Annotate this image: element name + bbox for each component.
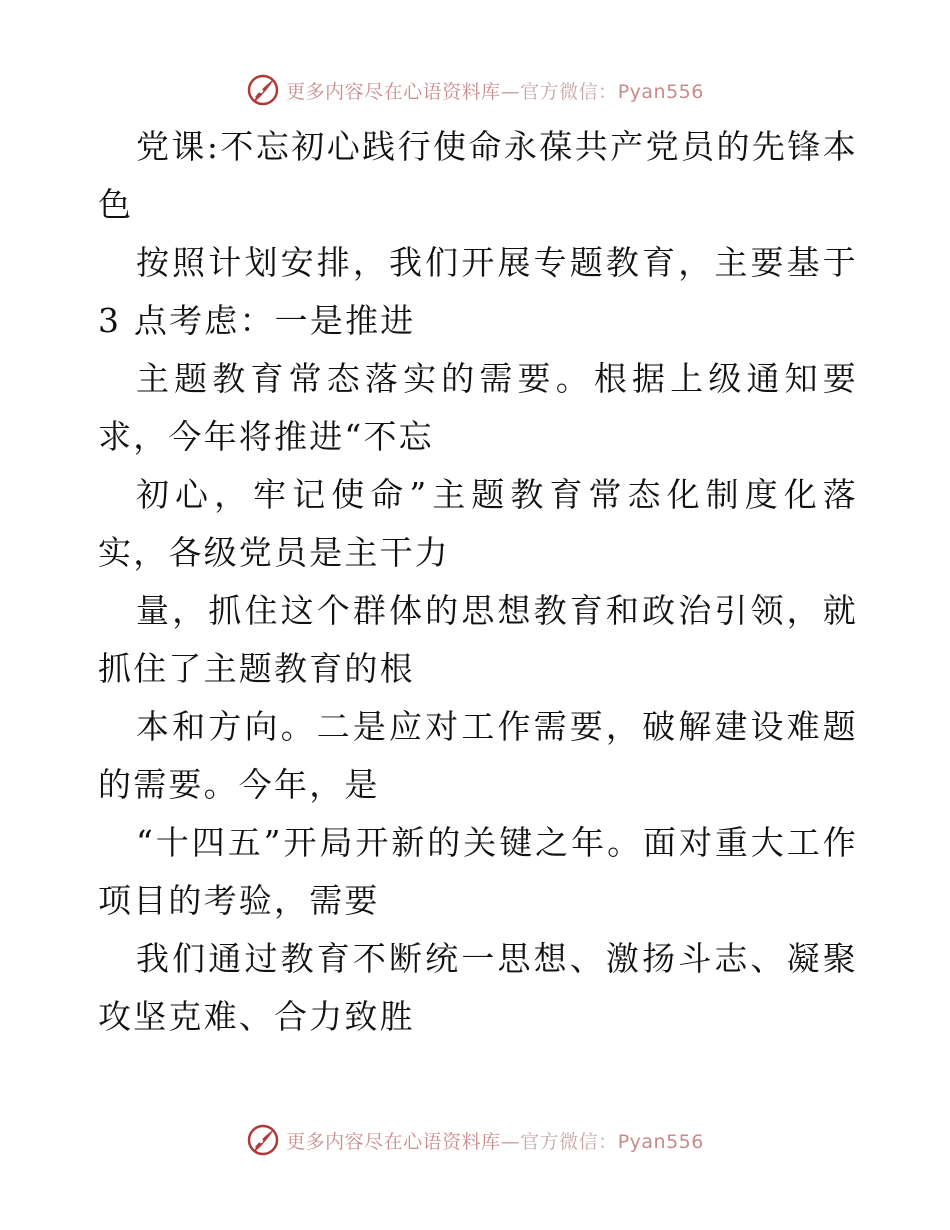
document-body xyxy=(98,118,858,1046)
watermark-separator: — xyxy=(500,80,521,103)
watermark-wechat-label: 官方微信： xyxy=(520,1130,618,1153)
paragraph: “十四五”开局开新的关键之年。面对重大工作项目的考验，需要 xyxy=(98,823,858,920)
paragraph: 按照计划安排，我们开展专题教育，主要基于 3 点考虑：一是推进 xyxy=(98,243,858,340)
paragraph: 量，抓住这个群体的思想教育和政治引领，就抓住了主题教育的根 xyxy=(98,591,858,688)
paragraph-title: 党课:不忘初心践行使命永葆共产党员的先锋本色 xyxy=(98,127,858,224)
paragraph: 本和方向。二是应对工作需要，破解建设难题的需要。今年，是 xyxy=(98,707,858,804)
watermark-separator: — xyxy=(500,1130,521,1153)
paragraph: 初心，牢记使命”主题教育常态化制度化落实，各级党员是主干力 xyxy=(98,475,858,572)
watermark-wechat-id: Pyan556 xyxy=(617,1130,704,1153)
watermark-text xyxy=(286,1127,704,1154)
quill-seal-icon xyxy=(246,73,280,107)
header-watermark-banner xyxy=(0,70,950,110)
watermark-wechat-label: 官方微信： xyxy=(520,80,618,103)
watermark-brand: 更多内容尽在心语资料库 xyxy=(286,80,501,103)
watermark-text xyxy=(286,77,704,104)
watermark-wechat-id: Pyan556 xyxy=(617,80,704,103)
quill-seal-icon xyxy=(246,1123,280,1157)
watermark-brand: 更多内容尽在心语资料库 xyxy=(286,1130,501,1153)
paragraph: 我们通过教育不断统一思想、激扬斗志、凝聚攻坚克难、合力致胜 xyxy=(98,939,858,1036)
paragraph: 主题教育常态落实的需要。根据上级通知要求，今年将推进“不忘 xyxy=(98,359,858,456)
footer-watermark-banner xyxy=(0,1120,950,1160)
